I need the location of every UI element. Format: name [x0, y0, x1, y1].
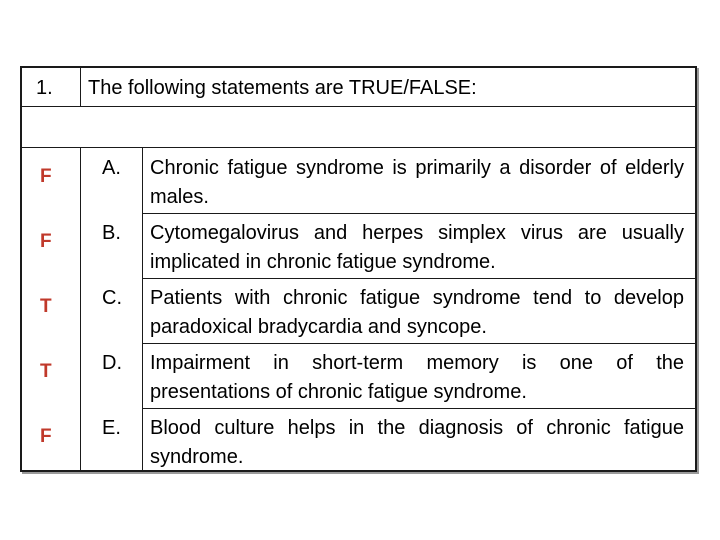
letter-a: A.	[102, 157, 121, 179]
row-divider-1	[142, 213, 696, 214]
answer-b: F	[40, 231, 52, 252]
statement-a: Chronic fatigue syndrome is primarily a disorder of elderly males.	[150, 157, 684, 208]
answer-d: T	[40, 361, 52, 382]
table-border-right	[695, 66, 697, 472]
empty-row-divider	[20, 147, 697, 148]
statement-c: Patients with chronic fatigue syndrome tend to develop paradoxical bradycardia and syncope.	[150, 287, 684, 338]
row-divider-3	[142, 343, 696, 344]
answer-e: F	[40, 426, 52, 447]
answer-a: F	[40, 166, 52, 187]
col-divider-answer	[80, 148, 81, 471]
col-divider-letter	[142, 148, 143, 471]
table-border-left	[20, 66, 22, 472]
question-number: 1.	[36, 77, 53, 99]
statement-b: Cytomegalovirus and herpes simplex virus are usually implicated in chronic fatigue syndrome.	[150, 222, 684, 273]
header-divider	[20, 106, 697, 107]
table-border-top	[20, 66, 697, 68]
row-divider-2	[142, 278, 696, 279]
letter-c: C.	[102, 287, 122, 309]
statement-e: Blood culture helps in the diagnosis of chronic fatigue syndrome.	[150, 417, 684, 468]
letter-d: D.	[102, 352, 122, 374]
question-title: The following statements are TRUE/FALSE:	[88, 77, 477, 99]
row-divider-4	[142, 408, 696, 409]
answer-c: T	[40, 296, 52, 317]
letter-e: E.	[102, 417, 121, 439]
header-col-divider	[80, 66, 81, 107]
statement-d: Impairment in short-term memory is one of the presentations of chronic fatigue syndrome.	[150, 352, 684, 403]
letter-b: B.	[102, 222, 121, 244]
